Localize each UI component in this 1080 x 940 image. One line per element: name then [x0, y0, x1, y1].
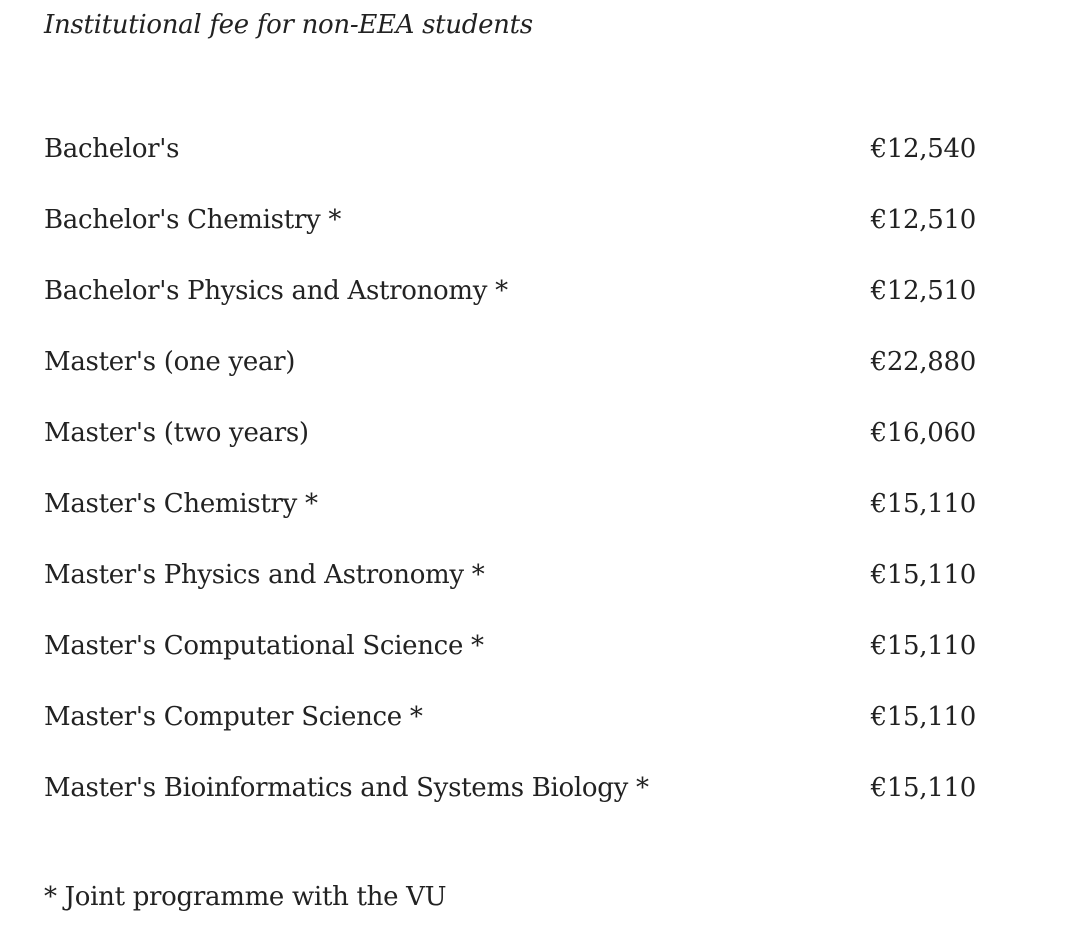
programme-name: Bachelor's Physics and Astronomy * [44, 276, 508, 306]
joint-programme-footnote: * Joint programme with the VU [44, 882, 447, 912]
fee-row [44, 258, 976, 329]
fee-amount: €15,110 [870, 489, 976, 519]
programme-name: Master's Computer Science * [44, 702, 423, 732]
fee-amount: €12,540 [870, 134, 976, 164]
fee-amount: €12,510 [870, 276, 976, 306]
fee-amount: €12,510 [870, 205, 976, 235]
fee-row [44, 542, 976, 613]
fee-amount: €15,110 [870, 773, 976, 803]
fee-row [44, 187, 976, 258]
programme-name: Bachelor's [44, 134, 180, 164]
programme-name: Master's Bioinformatics and Systems Biology * [44, 773, 649, 803]
fee-amount: €16,060 [870, 418, 976, 448]
programme-name: Master's (two years) [44, 418, 309, 448]
fee-row [44, 400, 976, 471]
programme-name: Master's Physics and Astronomy * [44, 560, 485, 590]
fee-amount: €15,110 [870, 702, 976, 732]
programme-name: Master's Chemistry * [44, 489, 318, 519]
fee-row [44, 755, 976, 826]
fee-amount: €15,110 [870, 560, 976, 590]
fee-row [44, 684, 976, 755]
fee-row [44, 329, 976, 400]
fee-row [44, 116, 976, 187]
fee-table [44, 116, 976, 826]
programme-name: Bachelor's Chemistry * [44, 205, 342, 235]
fee-amount: €15,110 [870, 631, 976, 661]
fee-row [44, 613, 976, 684]
fee-row [44, 471, 976, 542]
fee-table-heading: Institutional fee for non-EEA students [44, 10, 533, 40]
programme-name: Master's (one year) [44, 347, 296, 377]
fee-amount: €22,880 [870, 347, 976, 377]
programme-name: Master's Computational Science * [44, 631, 484, 661]
